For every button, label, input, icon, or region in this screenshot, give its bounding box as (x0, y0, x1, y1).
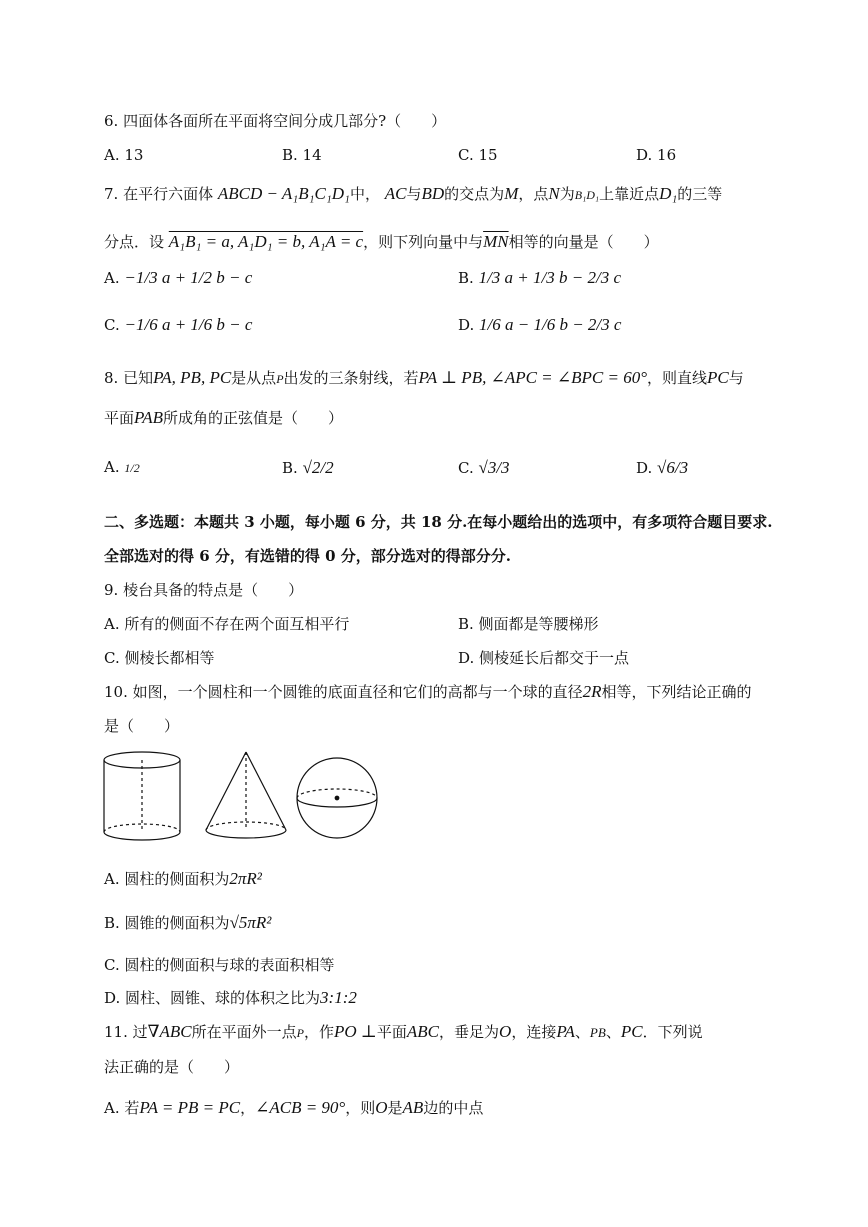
q7-line1: 7. 在平行六面体 ABCD − A₁B₁C₁D₁中， AC与BD的交点为M，点N为B₁D₁上靠近点D₁的三等 (104, 184, 723, 203)
q10-option-c: C. 圆柱的侧面积与球的表面积相等 (104, 956, 335, 974)
q6-option-c: C. 15 (458, 146, 498, 164)
section2-line1: 二、多选题：本题共 3 小题，每小题 6 分，共 18 分.在每小题给出的选项中，有多项符合题目要求. (104, 513, 773, 531)
q8-line2: 平面PAB所成角的正弦值是（ ） (104, 408, 343, 427)
q8-line1: 8. 已知PA, PB, PC是从点P出发的三条射线，若PA ⊥ PB, ∠APC = ∠BPC = 60°，则直线PC与 (104, 368, 744, 387)
q9-option-a: A. 所有的侧面不存在两个面互相平行 (104, 615, 350, 633)
section2-line2: 全部选对的得 6 分，有选错的得 0 分，部分选对的得部分分. (104, 547, 511, 565)
q7-option-a: A. −1/3 a + 1/2 b − c (104, 268, 253, 287)
q6-option-d: D. 16 (636, 146, 677, 164)
q8-option-b: B. √2/2 (282, 458, 334, 477)
q6-option-a: A. 13 (104, 146, 144, 164)
q9-option-c: C. 侧棱长都相等 (104, 649, 215, 667)
q7-option-b: B. 1/3 a + 1/3 b − 2/3 c (458, 268, 621, 287)
q11-line1: 11. 过∇ABC所在平面外一点P，作PO ⊥平面ABC，垂足为O，连接PA、PB、PC．下列说 (104, 1022, 703, 1041)
q8-option-c: C. √3/3 (458, 458, 510, 477)
q7-option-c: C. −1/6 a + 1/6 b − c (104, 315, 253, 334)
q10-line1: 10. 如图，一个圆柱和一个圆锥的底面直径和它们的高都与一个球的直径2R相等，下列结论正确的 (104, 682, 752, 701)
q8-option-d: D. √6/3 (636, 458, 689, 477)
q10-option-b: B. 圆锥的侧面积为√5πR² (104, 913, 272, 932)
q10-option-d: D. 圆柱、圆锥、球的体积之比为3:1:2 (104, 988, 357, 1007)
sphere-figure (297, 758, 377, 838)
q8-option-a: A. 1/2 (104, 458, 140, 476)
q9-option-d: D. 侧棱延长后都交于一点 (458, 649, 630, 667)
q10-option-a: A. 圆柱的侧面积为2πR² (104, 869, 262, 888)
q10-figure (100, 748, 390, 858)
cylinder-figure (104, 752, 180, 840)
q7-option-d: D. 1/6 a − 1/6 b − 2/3 c (458, 315, 622, 334)
q11-option-a: A. 若PA = PB = PC，∠ACB = 90°，则O是AB边的中点 (104, 1098, 484, 1117)
q9-stem: 9. 棱台具备的特点是（ ） (104, 581, 304, 599)
q11-line2: 法正确的是（ ） (104, 1058, 240, 1076)
q6-stem: 6. 四面体各面所在平面将空间分成几部分?（ ） (104, 112, 447, 130)
q6-option-b: B. 14 (282, 146, 322, 164)
cone-figure (206, 752, 286, 838)
q10-line2: 是（ ） (104, 717, 180, 735)
q7-line2: 分点．设 A₁B₁ = a, A₁D₁ = b, A₁A = c，则下列向量中与$\overline{MN}$相等的向量是（ ） (104, 232, 659, 251)
q9-option-b: B. 侧面都是等腰梯形 (458, 615, 599, 633)
